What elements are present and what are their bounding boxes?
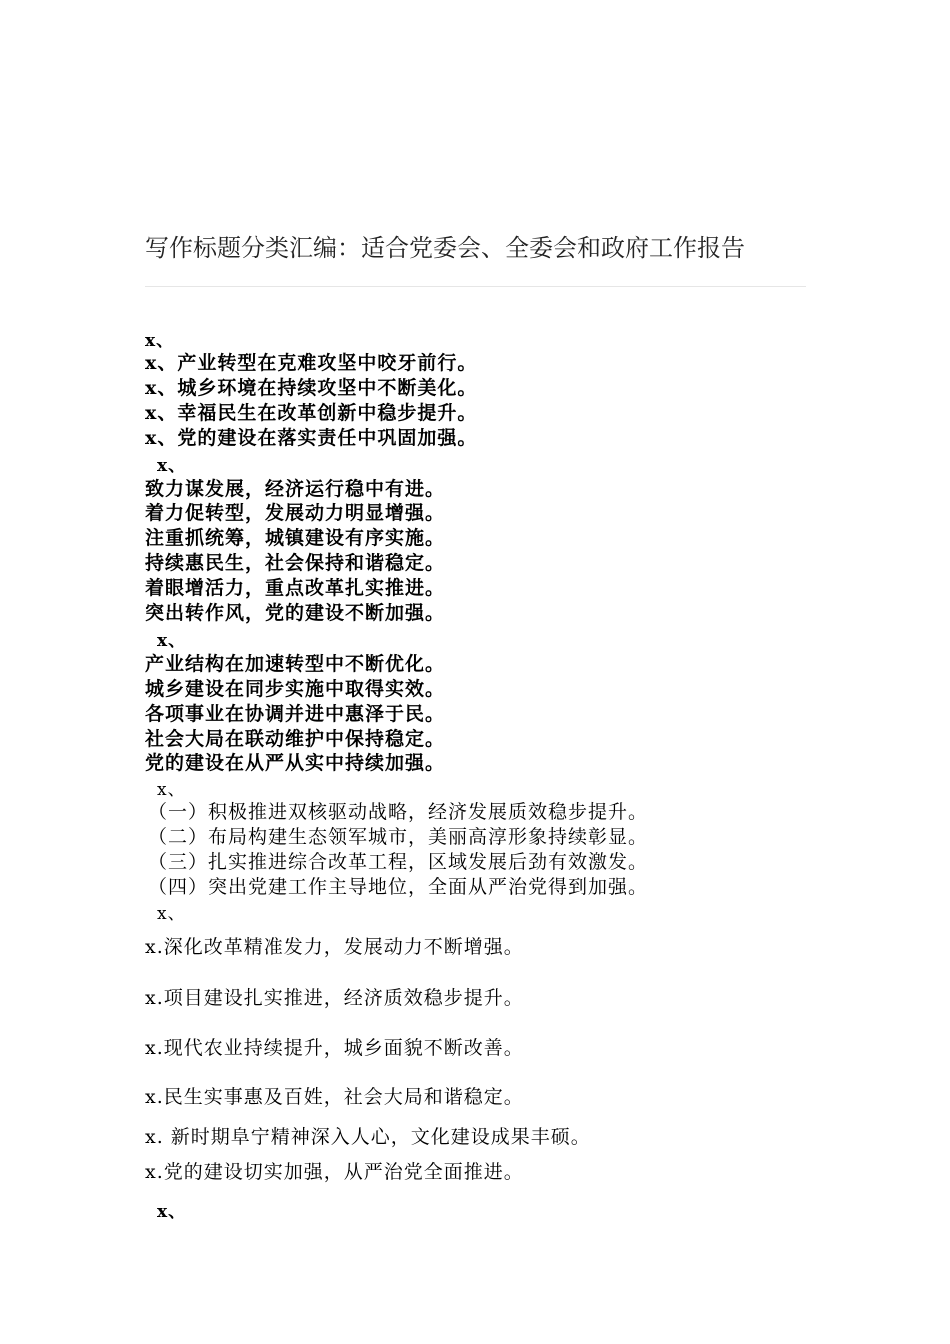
section-marker: x、	[157, 780, 186, 800]
list-item: x.党的建设切实加强，从严治党全面推进。	[145, 1161, 524, 1183]
list-item: 持续惠民生，社会保持和谐稳定。	[145, 552, 446, 574]
list-item: 着眼增活力，重点改革扎实推进。	[145, 577, 446, 599]
list-item: x、城乡环境在持续攻坚中不断美化。	[145, 377, 478, 399]
list-item: x.项目建设扎实推进，经济质效稳步提升。	[145, 987, 524, 1009]
list-item: 注重抓统筹，城镇建设有序实施。	[145, 527, 446, 549]
list-item: x.民生实事惠及百姓，社会大局和谐稳定。	[145, 1086, 524, 1108]
list-item: x、产业转型在克难攻坚中咬牙前行。	[145, 352, 478, 374]
list-item: 突出转作风，党的建设不断加强。	[145, 602, 446, 624]
list-item: 致力谋发展，经济运行稳中有进。	[145, 478, 446, 500]
title-divider	[145, 286, 806, 287]
list-item: x.现代农业持续提升，城乡面貌不断改善。	[145, 1037, 524, 1059]
section-marker: x、	[145, 331, 175, 351]
list-item: （一）积极推进双核驱动战略，经济发展质效稳步提升。	[148, 801, 649, 823]
list-item: 各项事业在协调并进中惠泽于民。	[145, 703, 446, 725]
list-item: （二）布局构建生态领军城市，美丽高淳形象持续彰显。	[148, 826, 649, 848]
page-title: 写作标题分类汇编：适合党委会、全委会和政府工作报告	[145, 234, 745, 262]
list-item: 社会大局在联动维护中保持稳定。	[145, 728, 446, 750]
section-marker: x、	[157, 904, 186, 924]
list-item: （三）扎实推进综合改革工程，区域发展后劲有效激发。	[148, 851, 649, 873]
list-item: x、幸福民生在改革创新中稳步提升。	[145, 402, 478, 424]
list-item: x、党的建设在落实责任中巩固加强。	[145, 427, 478, 449]
list-item: 着力促转型，发展动力明显增强。	[145, 502, 446, 524]
list-item: x. 新时期阜宁精神深入人心，文化建设成果丰硕。	[145, 1126, 591, 1148]
list-item: x.深化改革精准发力，发展动力不断增强。	[145, 936, 524, 958]
list-item: （四）突出党建工作主导地位，全面从严治党得到加强。	[148, 876, 649, 898]
list-item: 产业结构在加速转型中不断优化。	[145, 653, 446, 675]
section-marker: x、	[157, 1202, 187, 1222]
list-item: 党的建设在从严从实中持续加强。	[145, 752, 446, 774]
section-marker: x、	[157, 456, 187, 476]
list-item: 城乡建设在同步实施中取得实效。	[145, 678, 446, 700]
section-marker: x、	[157, 631, 187, 651]
